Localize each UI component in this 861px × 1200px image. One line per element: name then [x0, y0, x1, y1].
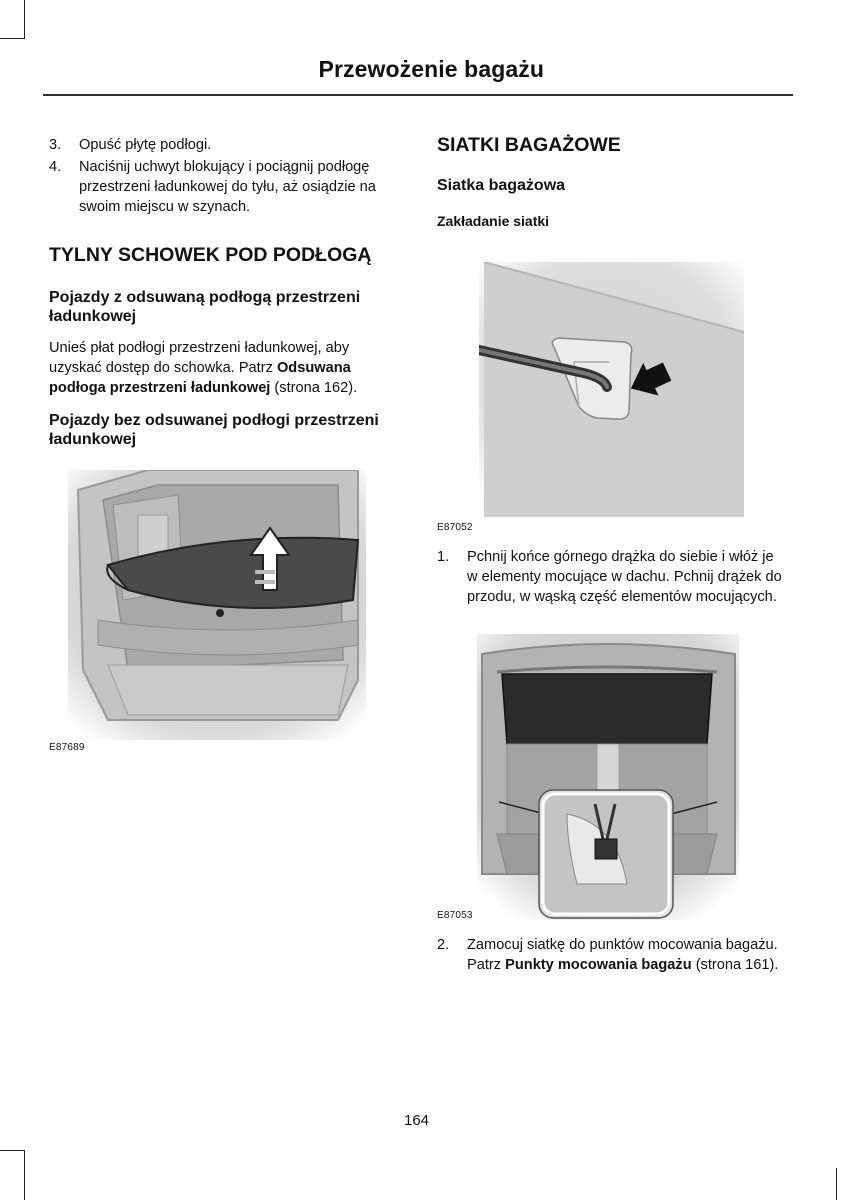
figure-code: E87052: [437, 522, 473, 533]
subsection-title-cargo-net: Siatka bagażowa: [437, 177, 566, 194]
step-text: Naciśnij uchwyt blokujący i pociągnij podłogę przestrzeni ładunkowej do tyłu, aż osiądzie na swoim miejscu w szynach.: [79, 159, 376, 215]
illustration-cargo-floor-lift: [68, 470, 366, 740]
step-text-tail: (strona 161).: [691, 957, 779, 973]
page-title: Przewożenie bagażu: [318, 56, 544, 82]
illustration-cargo-net-anchor: [477, 634, 739, 920]
crop-mark-bottom-left-h: [0, 1150, 25, 1151]
crop-mark-bottom-left-v: [24, 1150, 25, 1200]
paragraph-text-tail: (strona 162).: [270, 380, 358, 396]
step-text-head: Zamocuj siatkę do punktów mocowania bagażu. Patrz: [467, 937, 778, 973]
header-divider: [43, 94, 793, 96]
step-number: 2.: [437, 937, 450, 953]
figure-code: E87053: [437, 910, 473, 921]
step-text: [467, 935, 782, 975]
page-number: 164: [404, 1112, 430, 1129]
paragraph-storage-access: [49, 338, 401, 398]
paragraph-text: Unieś płat podłogi przestrzeni ładunkowej, aby uzyskać dostęp do schowka. Patrz: [49, 340, 350, 376]
subsection-title-sliding-floor: Pojazdy z odsuwaną podłogą przestrzeni ładunkowej: [49, 289, 361, 325]
step-number: 4.: [49, 159, 62, 175]
section-title-rear-storage: TYLNY SCHOWEK POD PODŁOGĄ: [49, 244, 372, 266]
illustration-roof-mount-point: [479, 262, 744, 517]
step-text: Pchnij końce górnego drążka do siebie i włóż je w elementy mocujące w dachu. Pchnij drążek do przodu, w wąską część elementów mocujących.: [467, 549, 782, 605]
step-number: 1.: [437, 549, 450, 565]
minor-title-installing-net: Zakładanie siatki: [437, 213, 550, 229]
crop-mark-top-left-h: [0, 38, 25, 39]
cross-reference-sliding-floor[interactable]: Odsuwana podłoga przestrzeni ładunkowej: [49, 360, 351, 396]
crop-mark-bottom-right-v: [836, 1168, 837, 1200]
section-title-cargo-nets: SIATKI BAGAŻOWE: [437, 134, 621, 156]
crop-mark-top-left-v: [24, 0, 25, 38]
step-number: 3.: [49, 137, 62, 153]
subsection-title-no-sliding-floor: Pojazdy bez odsuwanej podłogi przestrzeni ładunkowej: [49, 412, 379, 448]
figure-code: E87689: [49, 742, 85, 753]
step-text: Opuść płytę podłogi.: [79, 137, 212, 153]
cross-reference-anchor-points[interactable]: Punkty mocowania bagażu: [505, 957, 692, 973]
